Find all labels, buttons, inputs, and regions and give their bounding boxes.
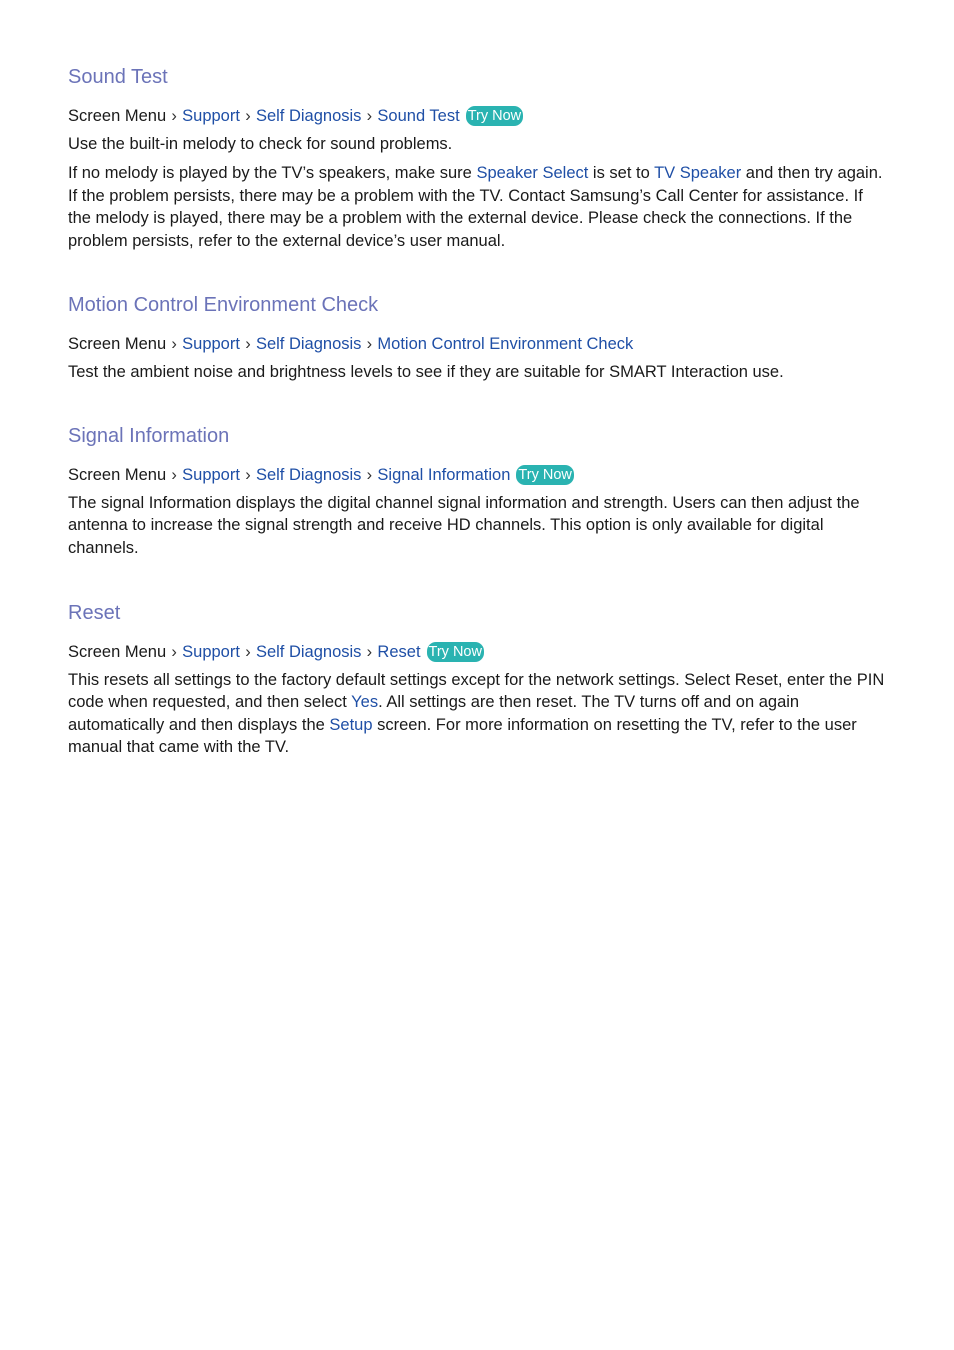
section-signal-information bbox=[68, 423, 888, 559]
paragraph: The signal Information displays the digital channel signal information and strength. Users can then adjust the antenna to increase the signal strength and receive HD channels. This option is only available for digital channels. bbox=[68, 494, 860, 557]
section-title-signal-information: Signal Information bbox=[68, 425, 230, 447]
crumb-reset[interactable]: Reset bbox=[377, 643, 421, 661]
breadcrumb bbox=[68, 104, 888, 128]
breadcrumb bbox=[68, 463, 888, 487]
paragraph bbox=[68, 162, 888, 252]
paragraph bbox=[68, 669, 888, 759]
chevron-right-icon: › bbox=[171, 335, 177, 353]
breadcrumb bbox=[68, 332, 888, 356]
chevron-right-icon: › bbox=[366, 335, 373, 353]
text-run: This resets all settings to the factory default settings except for the network settings. Select Reset, enter the PIN code when requested, and then select bbox=[68, 671, 885, 712]
try-now-button[interactable]: Try Now bbox=[428, 644, 482, 660]
crumb-self-diagnosis[interactable]: Self Diagnosis bbox=[255, 107, 362, 125]
section-reset bbox=[68, 600, 888, 759]
link-yes[interactable]: Yes bbox=[351, 693, 379, 712]
chevron-right-icon: › bbox=[245, 107, 251, 125]
section-title-sound-test: Sound Test bbox=[68, 66, 168, 88]
text-run: . All settings are then reset. The TV turns off and on again automatically and then displays the bbox=[68, 693, 800, 734]
paragraph: Test the ambient noise and brightness levels to see if they are suitable for SMART Interaction use. bbox=[68, 363, 784, 381]
text-run: screen. For more information on resetting the TV, refer to the user manual that came with the TV. bbox=[68, 715, 857, 757]
crumb-support[interactable]: Support bbox=[182, 107, 240, 125]
breadcrumb bbox=[68, 640, 888, 664]
chevron-right-icon: › bbox=[171, 107, 177, 125]
crumb-self-diagnosis[interactable]: Self Diagnosis bbox=[255, 335, 362, 353]
chevron-right-icon: › bbox=[245, 643, 251, 661]
section-motion-control bbox=[68, 292, 888, 383]
link-tv-speaker[interactable]: TV Speaker bbox=[654, 164, 742, 183]
crumb-support[interactable]: Support bbox=[182, 335, 240, 353]
chevron-right-icon: › bbox=[171, 466, 177, 484]
chevron-right-icon: › bbox=[245, 335, 251, 353]
crumb-signal-information[interactable]: Signal Information bbox=[377, 466, 511, 484]
chevron-right-icon: › bbox=[366, 466, 373, 484]
link-setup[interactable]: Setup bbox=[329, 715, 373, 734]
crumb-screen-menu: Screen Menu bbox=[68, 466, 167, 484]
crumb-support[interactable]: Support bbox=[182, 643, 240, 661]
crumb-screen-menu: Screen Menu bbox=[68, 643, 167, 661]
text-run: and then try again. If the problem persists, there may be a problem with the TV. Contact Samsung’s Call Center for assistance. If the melody is played, there may be a problem with the external device. Please check the connections. If the problem persists, refer to the external device’s user manual. bbox=[68, 164, 883, 250]
section-title-motion-control: Motion Control Environment Check bbox=[68, 294, 379, 316]
chevron-right-icon: › bbox=[366, 643, 373, 661]
link-speaker-select[interactable]: Speaker Select bbox=[476, 164, 589, 183]
crumb-sound-test[interactable]: Sound Test bbox=[377, 107, 460, 125]
section-title-reset: Reset bbox=[68, 602, 121, 624]
crumb-self-diagnosis[interactable]: Self Diagnosis bbox=[255, 466, 362, 484]
try-now-button[interactable]: Try Now bbox=[518, 467, 572, 483]
try-now-button[interactable]: Try Now bbox=[467, 108, 522, 124]
paragraph: Use the built-in melody to check for sound problems. bbox=[68, 135, 453, 153]
crumb-screen-menu: Screen Menu bbox=[68, 107, 167, 125]
chevron-right-icon: › bbox=[171, 643, 177, 661]
text-run: is set to bbox=[588, 164, 655, 183]
section-sound-test bbox=[68, 64, 888, 252]
chevron-right-icon: › bbox=[245, 466, 251, 484]
text-run: If no melody is played by the TV’s speakers, make sure bbox=[68, 164, 477, 183]
chevron-right-icon: › bbox=[366, 107, 373, 125]
crumb-motion-control[interactable]: Motion Control Environment Check bbox=[377, 335, 634, 353]
crumb-screen-menu: Screen Menu bbox=[68, 335, 167, 353]
crumb-self-diagnosis[interactable]: Self Diagnosis bbox=[255, 643, 362, 661]
crumb-support[interactable]: Support bbox=[182, 466, 240, 484]
